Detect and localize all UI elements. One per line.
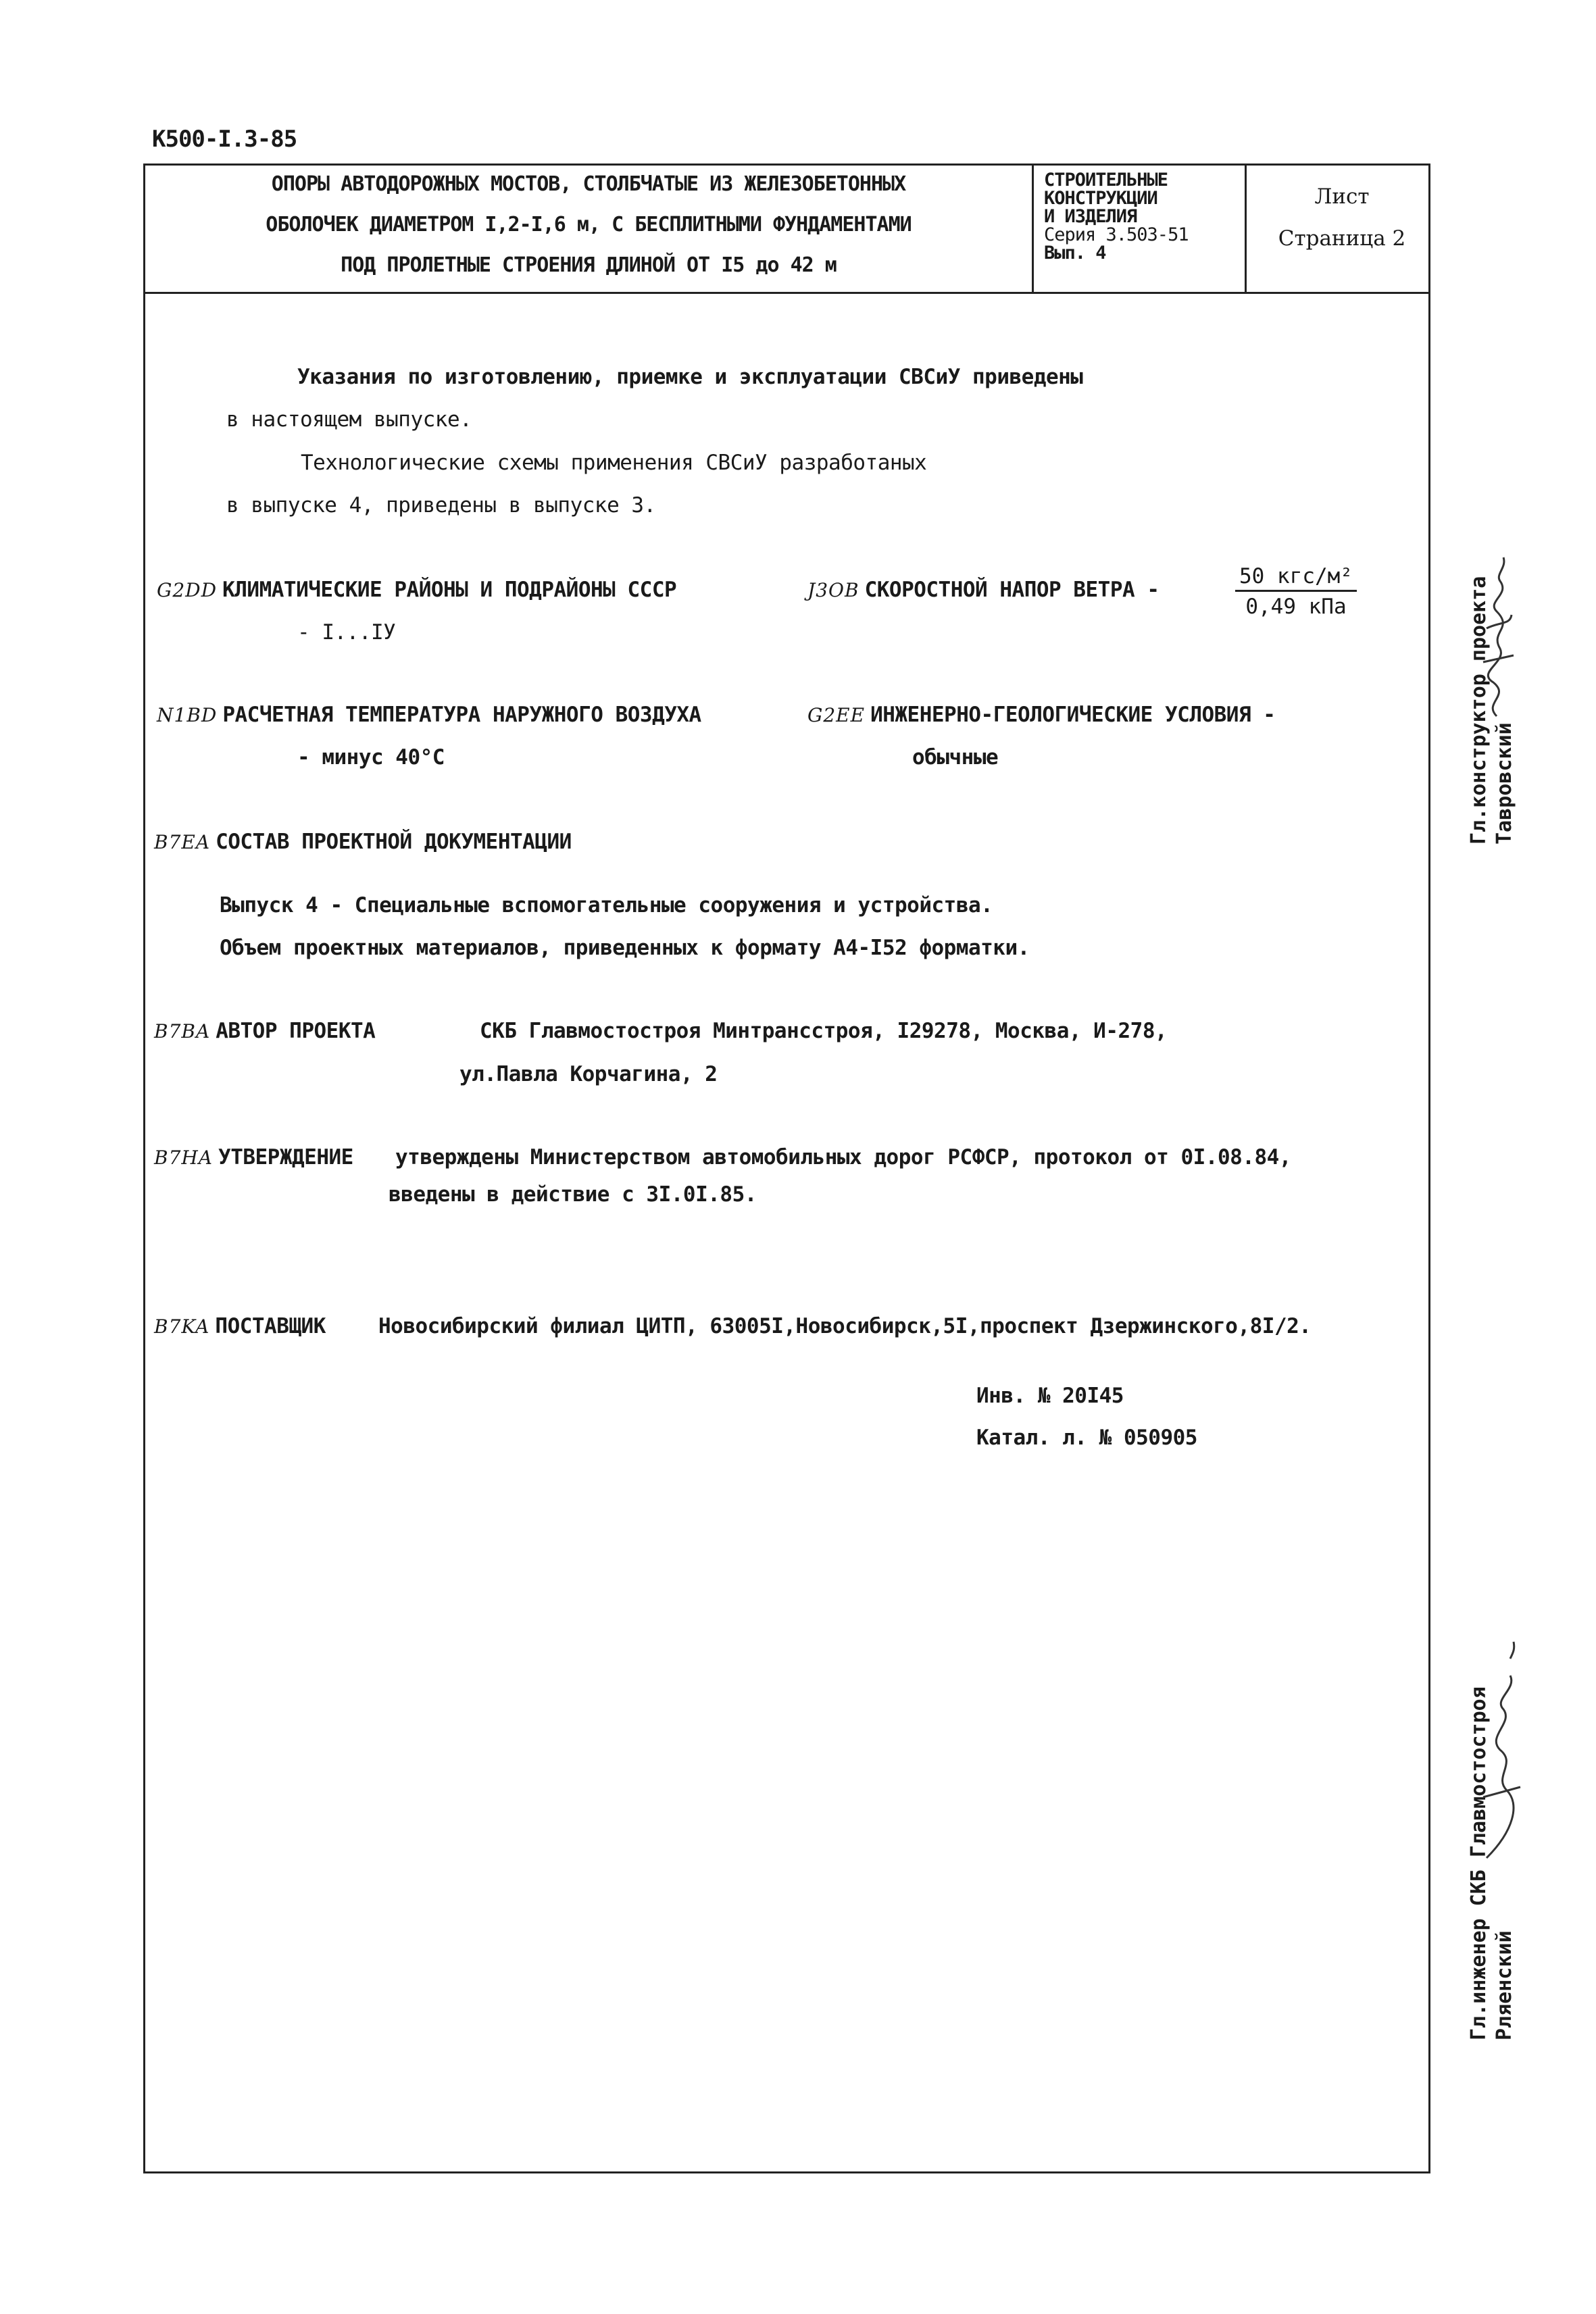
intro-line-3: Технологические схемы применения СВСиУ разработаных bbox=[301, 451, 927, 475]
documentation-label: СОСТАВ ПРОЕКТНОЙ ДОКУМЕНТАЦИИ bbox=[216, 830, 572, 854]
wind-code: J3OB bbox=[807, 579, 859, 601]
wind-value-numerator: 50 кгс/м² bbox=[1235, 564, 1357, 592]
chief-engineer-name: Рляенский bbox=[1493, 1930, 1516, 2040]
documentation-line-1: Выпуск 4 - Специальные вспомогательные сооружения и устройства. bbox=[220, 893, 993, 917]
chief-constructor-signature bbox=[1470, 547, 1527, 723]
documentation-field bbox=[154, 830, 572, 854]
author-label: АВТОР ПРОЕКТА bbox=[216, 1019, 376, 1043]
geology-value: обычные bbox=[912, 745, 999, 770]
supplier-value: Новосибирский филиал ЦИТП, 63005I,Новосибирск,5I,проспект Дзержинского,8I/2. bbox=[378, 1314, 1312, 1338]
temperature-field bbox=[157, 703, 701, 727]
title-line-2: ОБОЛОЧЕК ДИАМЕТРОМ I,2-I,6 м, С БЕСПЛИТНЫМИ ФУНДАМЕНТАМИ bbox=[266, 213, 912, 236]
intro-line-2: в настоящем выпуске. bbox=[226, 407, 472, 432]
issue-number: Вып. 4 bbox=[1044, 243, 1106, 263]
title-line-3: ПОД ПРОЛЕТНЫЕ СТРОЕНИЯ ДЛИНОЙ ОТ I5 до 42 м bbox=[341, 253, 837, 277]
temperature-label: РАСЧЕТНАЯ ТЕМПЕРАТУРА НАРУЖНОГО ВОЗДУХА bbox=[222, 703, 701, 727]
approval-label: УТВЕРЖДЕНИЕ bbox=[218, 1145, 353, 1169]
climate-code: G2DD bbox=[157, 579, 218, 601]
header-divider-v1 bbox=[1032, 166, 1034, 292]
approval-code: B7HA bbox=[154, 1147, 214, 1169]
wind-label: СКОРОСТНОЙ НАПОР ВЕТРА - bbox=[864, 578, 1159, 602]
chief-engineer-signature bbox=[1473, 1635, 1530, 1865]
series-line-3: И ИЗДЕЛИЯ bbox=[1044, 206, 1137, 227]
author-line-1: СКБ Главмостостроя Минтрансстроя, I29278, Москва, И-278, bbox=[480, 1019, 1168, 1043]
approval-line-1: утверждены Министерством автомобильных дорог РСФСР, протокол от 0I.08.84, bbox=[395, 1145, 1291, 1169]
geology-field bbox=[807, 703, 1275, 727]
inventory-number: Инв. № 20I45 bbox=[976, 1384, 1124, 1408]
temperature-value: - минус 40°С bbox=[297, 745, 445, 770]
intro-line-1: Указания по изготовлению, приемке и эксплуатации СВСиУ приведены bbox=[297, 365, 1083, 389]
chief-constructor-name: Тавровский bbox=[1493, 722, 1516, 845]
document-code: К500-I.3-85 bbox=[152, 126, 297, 153]
series-line-1: СТРОИТЕЛЬНЫЕ bbox=[1044, 170, 1168, 191]
author-field bbox=[154, 1019, 375, 1043]
header-divider-v2 bbox=[1245, 166, 1247, 292]
intro-line-4: в выпуске 4, приведены в выпуске 3. bbox=[226, 493, 656, 518]
documentation-code: B7EA bbox=[154, 831, 211, 853]
temperature-code: N1BD bbox=[157, 704, 218, 726]
supplier-label: ПОСТАВЩИК bbox=[215, 1314, 326, 1338]
climate-label: КЛИМАТИЧЕСКИЕ РАЙОНЫ И ПОДРАЙОНЫ СССР bbox=[222, 578, 677, 602]
page-label: Страница 2 bbox=[1278, 226, 1406, 251]
author-line-2: ул.Павла Корчагина, 2 bbox=[459, 1062, 718, 1086]
wind-value bbox=[1235, 564, 1357, 619]
header-divider bbox=[145, 292, 1428, 294]
documentation-line-2: Объем проектных материалов, приведенных к формату А4-I52 форматки. bbox=[220, 936, 1030, 960]
wind-value-denominator: 0,49 кПа bbox=[1245, 595, 1347, 619]
climate-field bbox=[157, 578, 676, 602]
approval-field bbox=[154, 1145, 353, 1169]
climate-value: - I...IУ bbox=[297, 620, 396, 645]
geology-label: ИНЖЕНЕРНО-ГЕОЛОГИЧЕСКИЕ УСЛОВИЯ - bbox=[870, 703, 1276, 727]
chief-constructor-title: Гл.конструктор проекта bbox=[1467, 576, 1491, 845]
title-line-1: ОПОРЫ АВТОДОРОЖНЫХ МОСТОВ, СТОЛБЧАТЫЕ ИЗ ЖЕЛЕЗОБЕТОННЫХ bbox=[271, 172, 906, 196]
wind-field bbox=[807, 578, 1159, 602]
chief-engineer-title: Гл.инженер СКБ Главмостостроя bbox=[1467, 1686, 1491, 2040]
catalog-number: Катал. л. № 050905 bbox=[976, 1426, 1197, 1450]
series-number: Серия 3.503-51 bbox=[1044, 224, 1189, 245]
supplier-code: B7KA bbox=[154, 1315, 210, 1338]
supplier-field bbox=[154, 1314, 326, 1338]
geology-code: G2EE bbox=[807, 704, 866, 726]
series-block bbox=[1044, 171, 1240, 262]
sheet-label: Лист bbox=[1314, 184, 1370, 209]
series-line-2: КОНСТРУКЦИИ bbox=[1044, 188, 1157, 209]
author-code: B7BA bbox=[154, 1020, 211, 1042]
approval-line-2: введены в действие с 3I.0I.85. bbox=[389, 1182, 757, 1207]
